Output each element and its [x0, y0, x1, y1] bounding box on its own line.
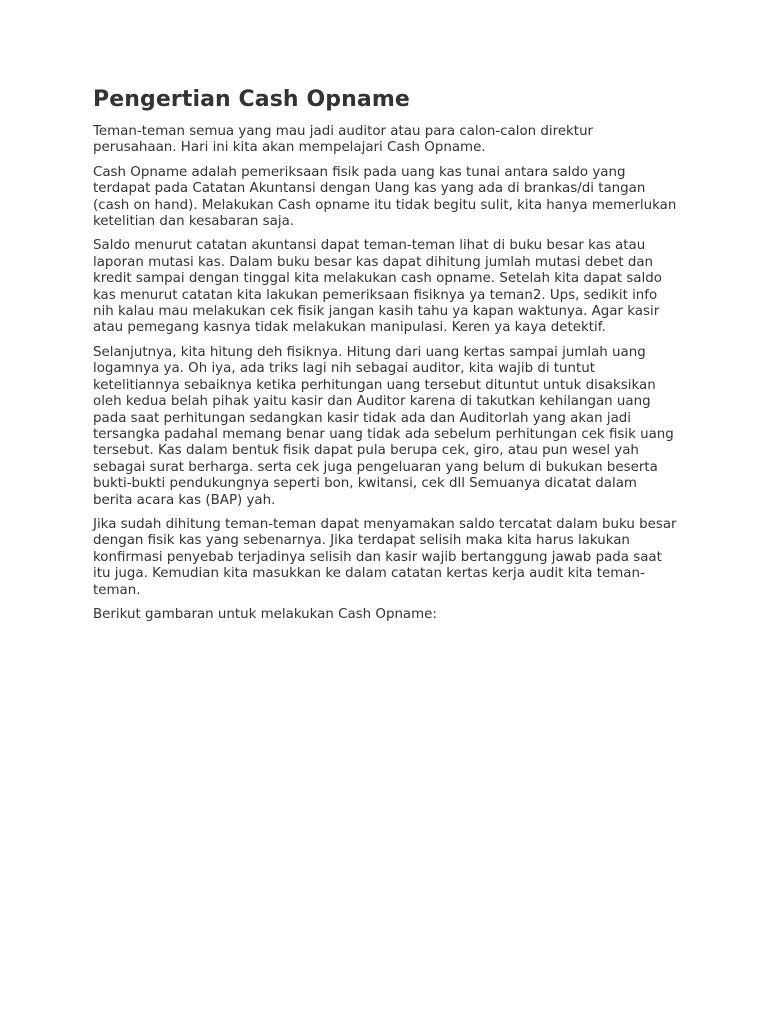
- paragraph-illustration-intro: Berikut gambaran untuk melakukan Cash Opname:: [93, 606, 437, 622]
- paragraph-saldo: Saldo menurut catatan akuntansi dapat teman-teman lihat di buku besar kas atau laporan mutasi kas. Dalam buku besar kas dapat dihitung jumlah mutasi debet dan kredit sampai dengan tinggal kita melakukan cash opname. Setelah kita dapat saldo kas menurut catatan kita lakukan pemeriksaan fisiknya ya teman2. Ups, sedikit info nih kalau mau melakukan cek fisik jangan kasih tahu ya kapan waktunya. Agar kasir atau pemegang kasnya tidak melakukan manipulasi. Keren ya kaya detektif.: [93, 238, 662, 336]
- document-title: Pengertian Cash Opname: [93, 87, 410, 112]
- paragraph-reconciliation: Jika sudah dihitung teman-teman dapat menyamakan saldo tercatat dalam buku besar dengan fisik kas yang sebenarnya. Jika terdapat selisih maka kita harus lakukan konfirmasi penyebab terjadinya selisih dan kasir wajib bertanggung jawab pada saat itu juga. Kemudian kita masukkan ke dalam catatan kertas kerja audit kita teman-teman.: [93, 516, 677, 598]
- paragraph-physical-count: Selanjutnya, kita hitung deh fisiknya. Hitung dari uang kertas sampai jumlah uang logamnya ya. Oh iya, ada triks lagi nih sebagai auditor, kita wajib di tuntut ketelitiannya sebaiknya ketika perhitungan uang tersebut dituntut untuk disaksikan oleh kedua belah pihak yaitu kasir dan Auditor karena di takutkan kehilangan uang pada saat perhitungan sedangkan kasir tidak ada dan Auditorlah yang akan jadi tersangka padahal memang benar uang tidak ada sebelum perhitungan cek fisik uang tersebut. Kas dalam bentuk fisik dapat pula berupa cek, giro, atau pun wesel yah sebagai surat berharga. serta cek juga pengeluaran yang belum di bukukan beserta bukti-bukti pendukungnya seperti bon, kwitansi, cek dll Semuanya dicatat dalam berita acara kas (BAP) yah.: [93, 344, 674, 508]
- paragraph-definition: Cash Opname adalah pemeriksaan fisik pada uang kas tunai antara saldo yang terdapat pada Catatan Akuntansi dengan Uang kas yang ada di brankas/di tangan (cash on hand). Melakukan Cash opname itu tidak begitu sulit, kita hanya memerlukan ketelitian dan kesabaran saja.: [93, 164, 677, 230]
- paragraph-intro: Teman-teman semua yang mau jadi auditor atau para calon-calon direktur perusahaan. Hari ini kita akan mempelajari Cash Opname.: [93, 124, 594, 156]
- document-page: [93, 85, 678, 631]
